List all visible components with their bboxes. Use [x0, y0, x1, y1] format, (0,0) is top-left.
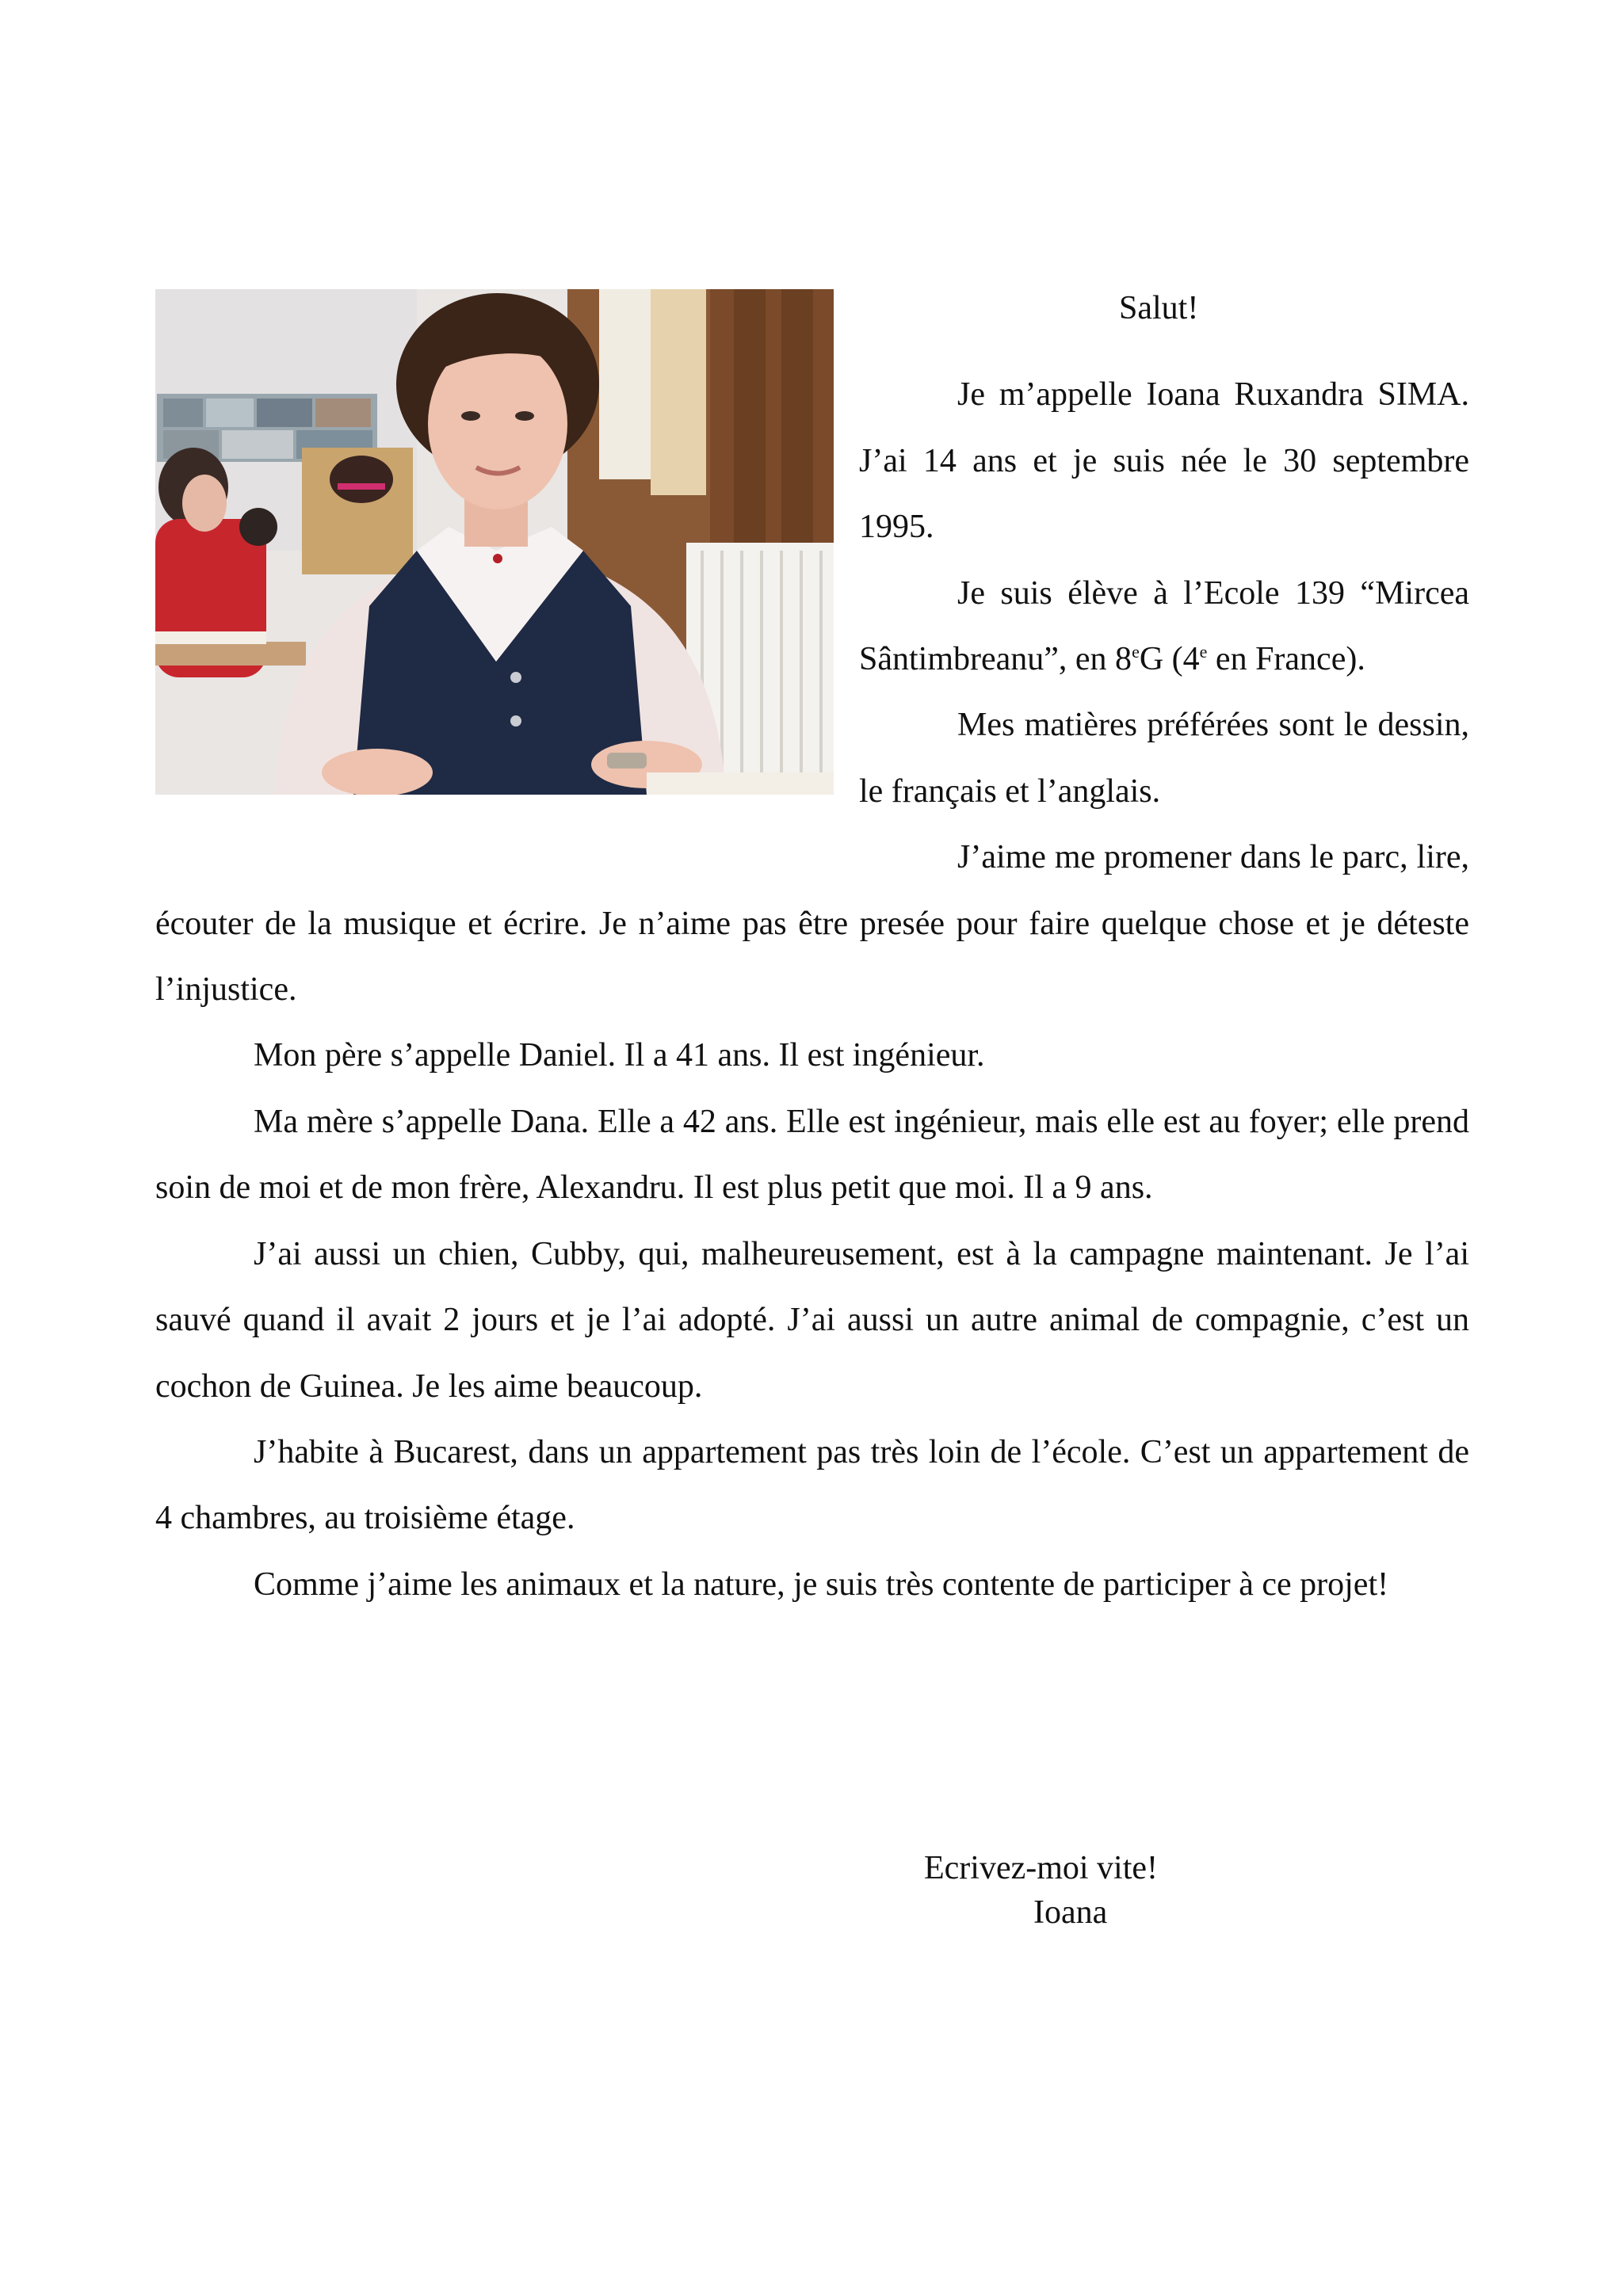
- greeting: Salut!: [1119, 290, 1199, 326]
- paragraph-project: Comme j’aime les animaux et la nature, je suis très contente de participer à ce projet!: [254, 1566, 1389, 1603]
- closing-line: Ecrivez-moi vite!: [924, 1850, 1159, 1886]
- paragraph-mother: Ma mère s’appelle Dana. Elle a 42 ans. Elle est ingénieur, mais elle est au foyer; elle prend soin de moi et de mon frère, Alexandru. Il est plus petit que moi. Il a 9 ans.: [155, 1103, 1469, 1207]
- paragraph-intro: Je m’appelle Ioana Ruxandra SIMA. J’ai 14 ans et je suis née le 30 septembre 1995.: [859, 376, 1469, 546]
- school-text-b: G (4: [1139, 641, 1200, 678]
- signature: Ioana: [1033, 1894, 1108, 1931]
- superscript-e-1: e: [1132, 642, 1140, 662]
- letter-closing: [924, 1846, 1158, 1935]
- photo-spacer: [155, 276, 859, 826]
- paragraph-home: J’habite à Bucarest, dans un appartement pas très loin de l’école. C’est un appartement de 4 chambres, au troisième étage.: [155, 1433, 1469, 1537]
- superscript-e-2: e: [1199, 642, 1208, 662]
- paragraph-subjects: Mes matières préférées sont le dessin, le français et l’anglais.: [859, 707, 1469, 810]
- paragraph-hobbies: J’aime me promener dans le parc, lire, écouter de la musique et écrire. Je n’aime pas être presée pour faire quelque chose et je déteste l’injustice.: [155, 839, 1469, 1009]
- paragraph-father: Mon père s’appelle Daniel. Il a 41 ans. Il est ingénieur.: [254, 1037, 985, 1074]
- paragraph-pets: J’ai aussi un chien, Cubby, qui, malheureusement, est à la campagne maintenant. Je l’ai sauvé quand il avait 2 jours et je l’ai adopté. J’ai aussi un autre animal de compagnie, c’est un cochon de Guinea. Je les aime beaucoup.: [155, 1235, 1469, 1405]
- school-text-a: Je suis élève à l’Ecole 139 “Mircea Sântimbreanu”, en 8: [859, 574, 1469, 678]
- school-text-c: en France).: [1207, 641, 1365, 678]
- letter-body: [155, 276, 1469, 1618]
